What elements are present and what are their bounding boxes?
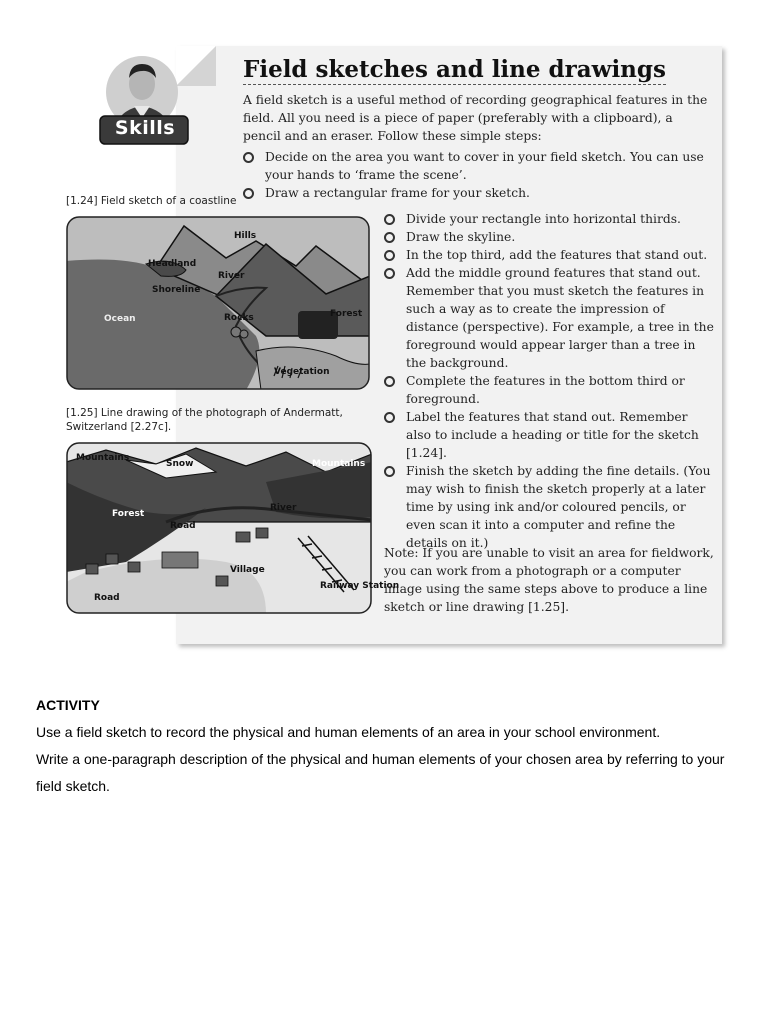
page-title: Field sketches and line drawings: [243, 56, 666, 83]
list-item: Divide your rectangle into horizontal thirds.: [384, 210, 714, 228]
headland-label: Headland: [148, 259, 197, 269]
river-label: River: [218, 271, 245, 281]
skills-badge: [100, 44, 200, 154]
circle-bullet-icon: [384, 268, 395, 279]
forest-label: Forest: [112, 509, 145, 519]
forest-label: Forest: [330, 309, 363, 319]
activity-heading: ACTIVITY: [36, 697, 100, 713]
note-paragraph: Note: If you are unable to visit an area for fieldwork, you can work from a photograph or a computer image using the same steps above to produce a line sketch or line drawing [1.25].: [384, 546, 714, 614]
ocean-label: Ocean: [104, 314, 136, 324]
coastline-field-sketch: [66, 216, 370, 390]
circle-bullet-icon: [384, 376, 395, 387]
circle-bullet-icon: [384, 214, 395, 225]
list-item: In the top third, add the features that stand out.: [384, 246, 714, 264]
circle-bullet-icon: [384, 466, 395, 477]
circle-bullet-icon: [384, 250, 395, 261]
figure-caption: [1.25] Line drawing of the photograph of Andermatt, Switzerland [2.27c].: [66, 407, 343, 433]
snow-label: Snow: [166, 459, 194, 469]
figure-caption: [1.24] Field sketch of a coastline: [66, 195, 237, 207]
activity-text: Use a field sketch to record the physical and human elements of an area in your school environment.: [36, 724, 661, 740]
railway-station-label: Railway Station: [320, 581, 400, 591]
andermatt-line-drawing: [66, 442, 400, 614]
skills-badge-label: Skills: [114, 117, 176, 139]
mountains-label: Mountains: [312, 459, 366, 469]
road-label: Road: [170, 521, 196, 531]
road-label: Road: [94, 593, 120, 603]
river-label: River: [270, 503, 297, 513]
rocks-label: Rocks: [224, 313, 254, 323]
steps-list-top: [243, 148, 708, 202]
list-item: Label the features that stand out. Remember also to include a heading or title for the sketch [1.24].: [384, 408, 714, 462]
village-label: Village: [230, 565, 265, 575]
list-item: Finish the sketch by adding the fine details. (You may wish to finish the sketch properly at a later time by using ink and/or coloured pencils, or even scan it into a computer and refine the details on it.): [384, 462, 714, 552]
list-item: Draw a rectangular frame for your sketch.: [243, 184, 708, 202]
circle-bullet-icon: [243, 152, 254, 163]
intro-paragraph: A field sketch is a useful method of recording geographical features in the field. All you need is a piece of paper (preferably with a clipboard), a pencil and an eraser. Follow these simple steps:: [243, 93, 708, 143]
list-item: Decide on the area you want to cover in your field sketch. You can use your hands to ‘frame the scene’.: [243, 148, 708, 184]
circle-bullet-icon: [384, 412, 395, 423]
steps-list: [384, 210, 714, 552]
list-item: Add the middle ground features that stand out. Remember that you must sketch the features in such a way as to create the impression of distance (perspective). For example, a tree in the foreground would appear larger than a tree in the background.: [384, 264, 714, 372]
hills-label: Hills: [234, 231, 257, 241]
circle-bullet-icon: [384, 232, 395, 243]
shoreline-label: Shoreline: [152, 285, 201, 295]
mountains-label: Mountains: [76, 453, 130, 463]
list-item: Complete the features in the bottom third or foreground.: [384, 372, 714, 408]
activity-text: Write a one-paragraph description of the physical and human elements of your chosen area by referring to your field sketch.: [36, 751, 725, 794]
vegetation-label: Vegetation: [274, 367, 330, 377]
list-item: Draw the skyline.: [384, 228, 714, 246]
